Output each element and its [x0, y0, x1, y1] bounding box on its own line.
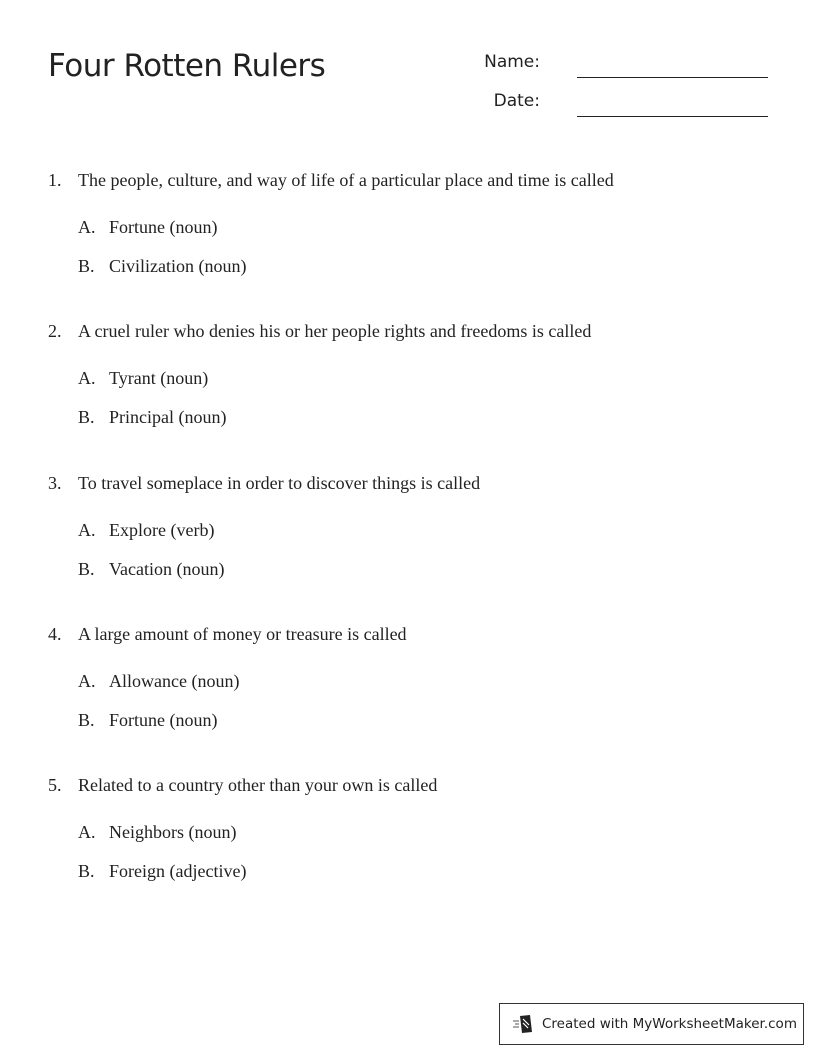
question-text: A large amount of money or treasure is called: [78, 623, 407, 644]
question-text: The people, culture, and way of life of a particular place and time is called: [78, 170, 614, 190]
question-text: Related to a country other than your own is called: [78, 775, 438, 796]
question-text: A cruel ruler who denies his or her people rights and freedoms is called: [78, 321, 592, 342]
question-number: 1.: [48, 170, 62, 190]
name-line[interactable]: [577, 77, 768, 78]
option-letter: B.: [78, 709, 95, 730]
option-letter: A.: [78, 822, 96, 843]
question-number: 4.: [48, 623, 62, 644]
question-number: 2.: [48, 321, 62, 342]
option-text: Foreign (adjective): [109, 861, 247, 882]
footer-badge: [499, 1003, 804, 1045]
option-text: Civilization (noun): [109, 256, 247, 276]
footer-text: Created with MyWorksheetMaker.com: [542, 1016, 797, 1032]
option-letter: B.: [78, 256, 95, 276]
option-letter: A.: [78, 217, 96, 237]
option-text: Explore (verb): [109, 519, 215, 540]
name-label: Name:: [484, 52, 540, 72]
question-number: 3.: [48, 472, 62, 493]
option-text: Tyrant (noun): [109, 368, 209, 389]
date-line[interactable]: [577, 116, 768, 117]
option-text: Neighbors (noun): [109, 822, 237, 843]
date-field[interactable]: [470, 87, 770, 117]
date-label: Date:: [493, 91, 540, 111]
option-letter: B.: [78, 558, 95, 579]
option-text: Fortune (noun): [109, 709, 218, 730]
option-letter: A.: [78, 368, 96, 389]
question-number: 5.: [48, 775, 62, 796]
option-letter: A.: [78, 670, 96, 691]
worksheet-title: Four Rotten Rulers: [48, 48, 326, 84]
option-text: Principal (noun): [109, 407, 227, 428]
option-text: Allowance (noun): [109, 670, 240, 691]
name-field[interactable]: [470, 48, 770, 78]
option-letter: A.: [78, 519, 96, 540]
option-letter: B.: [78, 861, 95, 882]
option-text: Vacation (noun): [109, 558, 225, 579]
question-text: To travel someplace in order to discover things is called: [78, 472, 481, 493]
worksheet-logo-icon: [512, 1013, 534, 1035]
option-text: Fortune (noun): [109, 217, 218, 237]
option-letter: B.: [78, 407, 95, 428]
